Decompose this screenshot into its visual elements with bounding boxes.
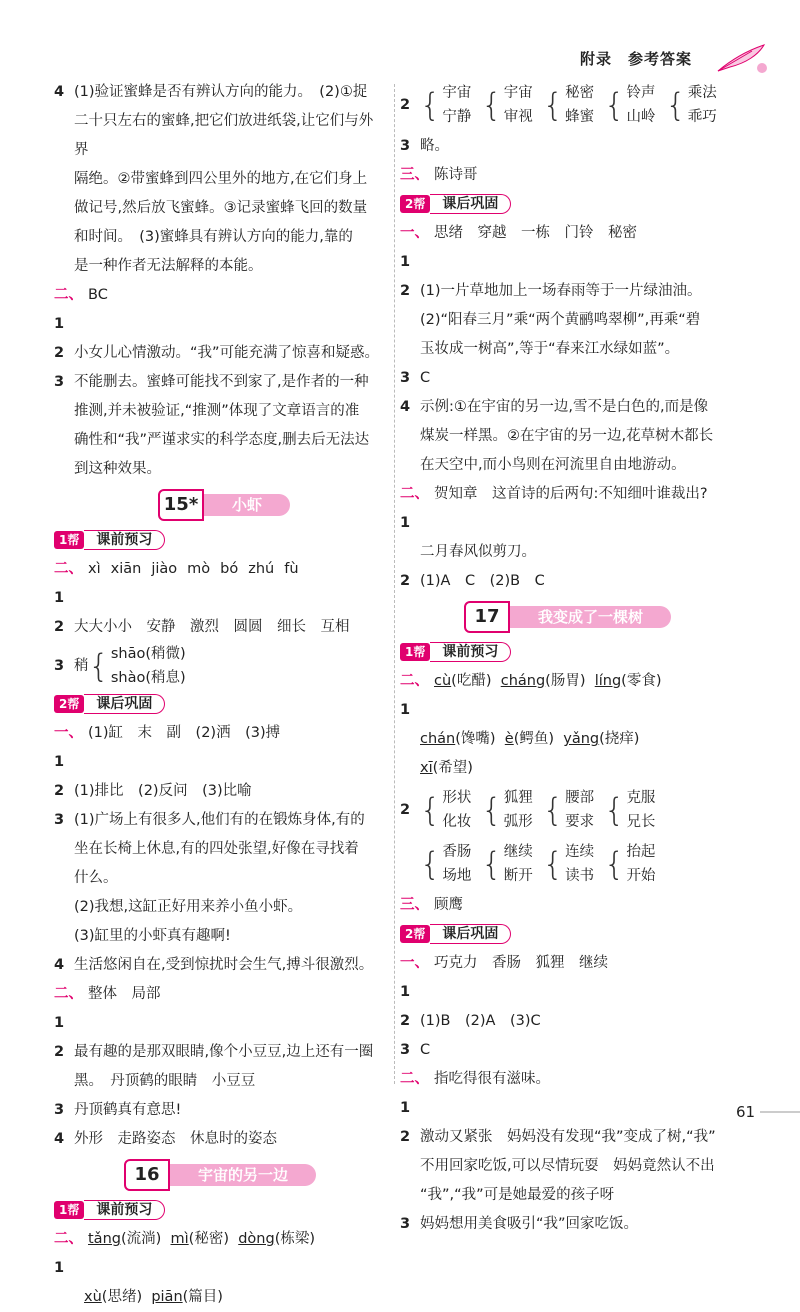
answer-item: 3 不能删去。蜜蜂可能找不到家了,是作者的一种 推测,并未被验证,“推测”体现了文章语言的准 确性和“我”严谨求实的科学态度,删去后无法达 到这种效果。 — [54, 374, 370, 477]
column-divider — [394, 84, 395, 1084]
answer-item: 2 { 形状 化妆 { 狐狸 弧形 { 腰部 要求 { 克服 兄长 — [400, 790, 656, 830]
right-column — [400, 78, 760, 1239]
answer-item: 三、 陈诗哥 — [400, 167, 478, 183]
answer-item: 4 外形 走路姿态 休息时的姿态 — [54, 1131, 277, 1147]
page-number-rule — [760, 1111, 800, 1113]
answer-item: 一、1 (1)缸 末 副 (2)洒 (3)搏 — [54, 725, 281, 770]
section-badge-review: 2帮 课后巩固 — [400, 924, 511, 944]
answer-item: 2 (1)B (2)A (3)C — [400, 1013, 541, 1029]
feather-icon — [712, 41, 770, 75]
page-header — [0, 38, 800, 78]
answer-item: 3 C — [400, 370, 431, 386]
page-number: 61 — [736, 1103, 756, 1121]
answer-item: 2 { 宇宙 宁静 { 宇宙 审视 { 秘密 蜂蜜 { 铃声 山岭 { 乘法 乖巧 — [400, 85, 717, 125]
answer-item: 2 激动又紧张 妈妈没有发现“我”变成了树,“我” 不用回家吃饭,可以尽情玩耍 妈妈竟然认不出 “我”,“我”可是她最爱的孩子呀 — [400, 1129, 716, 1203]
answer-item: 二、1 贺知章 这首诗的后两句:不知细叶谁裁出? — [400, 486, 708, 531]
section-badge-review: 2帮 课后巩固 — [54, 694, 165, 714]
answer-item: 4 示例:①在宇宙的另一边,雪不是白色的,而是像 煤炭一样黑。②在宇宙的另一边,花草树木都长 在天空中,而小鸟则在河流里自由地游动。 — [400, 399, 714, 473]
answer-text: (1)验证蜜蜂是否有辨认方向的能力。 (2)①捉 二十只左右的蜜蜂,把它们放进纸袋,让它们与外界 隔绝。②带蜜蜂到四公里外的地方,在它们身上 做记号,然后放飞蜜蜂。③记录蜜蜂飞回的数量 和时间。 (3)蜜蜂具有辨认方向的能力,靠的 是一种作者无法解释的本能。 — [74, 84, 374, 274]
answer-item: 3 稍 { shāo(稍微) shào(稍息) — [54, 646, 186, 686]
answer-item: 2 (1)一片草地加上一场春雨等于一片绿油油。 (2)“阳春三月”乘“两个黄鹂鸣翠柳”,再乘“碧 玉妆成一树高”,等于“春来江水绿如蓝”。 — [400, 283, 702, 357]
header-title: 附录 参考答案 — [580, 50, 693, 68]
section-badge-review: 2帮 课后巩固 — [400, 194, 511, 214]
answer-item: 二、1 整体 局部 — [54, 986, 161, 1031]
answer-item: 三、 顾鹰 — [400, 897, 463, 913]
left-column — [54, 78, 386, 1312]
answer-item: 4 生活悠闲自在,受到惊扰时会生气,搏斗很激烈。 — [54, 957, 374, 973]
answer-item: 3 丹顶鹤真有意思! — [54, 1102, 182, 1118]
answer-item: 2 (1)排比 (2)反问 (3)比喻 — [54, 783, 252, 799]
answer-item: 3 C — [400, 1042, 431, 1058]
answer-item: 3 (1)广场上有很多人,他们有的在锻炼身体,有的 坐在长椅上休息,有的四处张望,好像在寻找着 什么。 (2)我想,这缸正好用来养小鱼小虾。 (3)缸里的小虾真有趣啊! — [54, 812, 365, 944]
answer-item: 3 妈妈想用美食吸引“我”回家吃饭。 — [400, 1216, 639, 1232]
answer-text: 二月春风似剪刀。 — [420, 544, 536, 560]
answer-item: 一、1 思绪 穿越 一栋 门铃 秘密 — [400, 225, 637, 270]
section-badge-preview: 1帮 课前预习 — [400, 642, 511, 662]
answer-item: 3 略。 — [400, 138, 449, 154]
answer-item: 2 (1)A C (2)B C — [400, 573, 545, 589]
section-badge-preview: 1帮 课前预习 — [54, 1200, 165, 1220]
section-badge-preview: 1帮 课前预习 — [54, 530, 165, 550]
answer-item: 一、1 巧克力 香肠 狐狸 继续 — [400, 955, 608, 1000]
answer-item: 2 大大小小 安静 激烈 圆圆 细长 互相 — [54, 619, 350, 635]
answer-item: 二、1 指吃得很有滋味。 — [400, 1071, 550, 1116]
answer-item: 二、1 BC — [54, 287, 108, 332]
answer-item: 二、1 tǎng(流淌) mì(秘密) dòng(栋梁) — [54, 1231, 316, 1276]
answer-item: 2 最有趣的是那双眼睛,像个小豆豆,边上还有一圈 黑。 丹顶鹤的眼睛 小豆豆 — [54, 1044, 374, 1089]
answer-item: { 香肠 场地 { 继续 断开 { 连续 读书 { 抬起 开始 — [420, 844, 656, 884]
answer-item: 2 小女儿心情激动。“我”可能充满了惊喜和疑惑。 — [54, 345, 380, 361]
answer-item: 二、1 cù(吃醋) cháng(肠胃) líng(零食) — [400, 673, 662, 718]
answer-text: chán(馋嘴) è(鳄鱼) yǎng(挠痒) — [420, 731, 640, 747]
lesson-title-15: 15* 小虾 — [158, 490, 386, 520]
answer-text: xī(希望) — [420, 760, 473, 776]
answer-item: 二、1 xì xiān jiào mò bó zhú fù — [54, 561, 299, 606]
answer-item: 4 (1)验证蜜蜂是否有辨认方向的能力。 (2)①捉 二十只左右的蜜蜂,把它们放进纸袋,让它们与外界 隔绝。②带蜜蜂到四公里外的地方,在它们身上 做记号,然后放飞蜜蜂。③记录蜜蜂飞回的数量 和时间。 (3)蜜蜂具有辨认方向的能力,靠的 是一种作者无法解释的本能。 — [54, 78, 386, 281]
lesson-title-17: 17 我变成了一棵树 — [464, 602, 760, 632]
answer-text: xù(思绪) piān(篇目) — [84, 1289, 223, 1305]
lesson-title-16: 16 宇宙的另一边 — [124, 1160, 386, 1190]
